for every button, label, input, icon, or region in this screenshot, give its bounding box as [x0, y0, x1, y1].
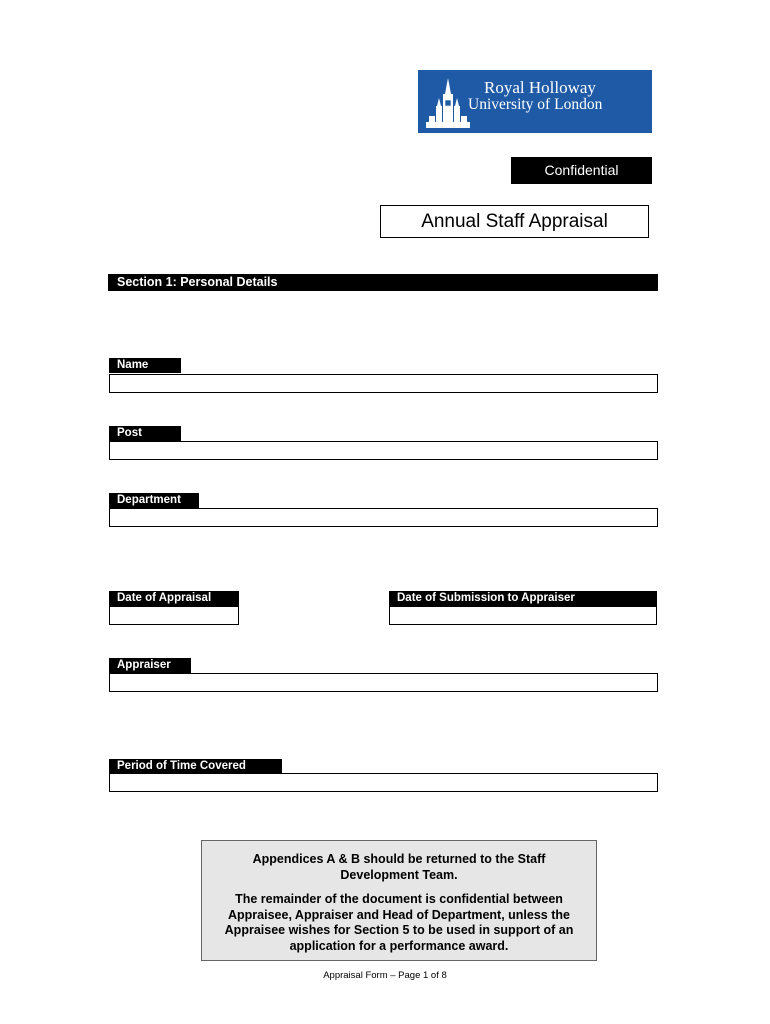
section-header: Section 1: Personal Details — [108, 274, 658, 291]
logo-line-1: Royal Holloway — [484, 78, 596, 97]
date-of-appraisal-field[interactable] — [109, 606, 239, 625]
name-field[interactable] — [109, 374, 658, 393]
department-label: Department — [109, 493, 199, 508]
notice-box — [201, 840, 597, 961]
period-label: Period of Time Covered — [109, 759, 282, 774]
document-title: Annual Staff Appraisal — [380, 205, 649, 238]
date-of-submission-field[interactable] — [389, 606, 657, 625]
notice-paragraph-2: The remainder of the document is confidential between Appraisee, Appraiser and Head of Department, unless the Appraisee wishes for Section 5 to be used in support of an application for a performance award. — [224, 892, 574, 953]
notice-paragraph-1: Appendices A & B should be returned to the Staff Development Team. — [252, 852, 546, 882]
appraiser-label: Appraiser — [109, 658, 191, 673]
confidential-badge: Confidential — [511, 157, 652, 184]
tower-icon — [426, 76, 470, 128]
period-field[interactable] — [109, 773, 658, 792]
department-field[interactable] — [109, 508, 658, 527]
post-label: Post — [109, 426, 181, 441]
date-of-appraisal-label: Date of Appraisal — [109, 591, 239, 606]
logo-line-2: University of London — [468, 96, 603, 113]
name-label: Name — [109, 358, 181, 373]
university-logo — [418, 70, 652, 133]
date-of-submission-label: Date of Submission to Appraiser — [389, 591, 657, 606]
page-footer: Appraisal Form – Page 1 of 8 — [323, 970, 447, 981]
appraiser-field[interactable] — [109, 673, 658, 692]
post-field[interactable] — [109, 441, 658, 460]
